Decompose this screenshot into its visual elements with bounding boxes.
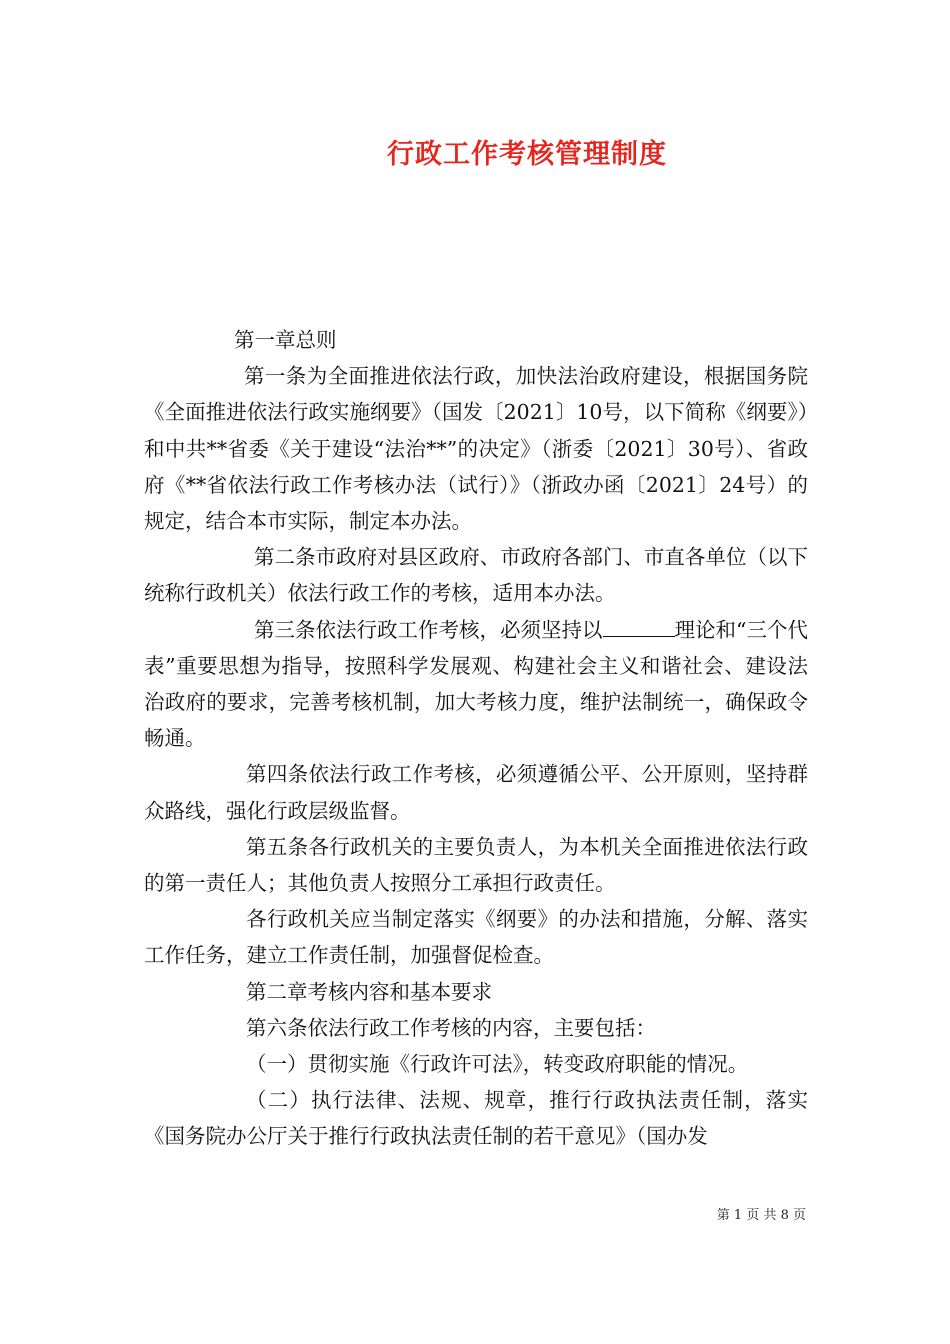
document-body	[144, 322, 808, 1155]
page-title: 行政工作考核管理制度	[387, 139, 667, 170]
article-paragraph: 第六条依法行政工作考核的内容，主要包括：	[246, 1015, 656, 1040]
article-paragraph: 第二条市政府对县区政府、市政府各部门、市直各单位（以下统称行政机关）依法行政工作的考核，适用本办法。	[144, 545, 808, 606]
chapter-heading: 第二章考核内容和基本要求	[246, 979, 492, 1004]
blank-underline	[603, 618, 675, 637]
page-number: 第 1 页 共 8 页	[716, 1208, 806, 1223]
article-paragraph: 第四条依法行政工作考核，必须遵循公平、公开原则，坚持群众路线，强化行政层级监督。	[144, 762, 808, 823]
article-paragraph: 各行政机关应当制定落实《纲要》的办法和措施，分解、落实工作任务，建立工作责任制，加强督促检查。	[144, 907, 808, 968]
article-paragraph: 第五条各行政机关的主要负责人，为本机关全面推进依法行政的第一责任人；其他负责人按照分工承担行政责任。	[144, 834, 808, 896]
list-item: （一）贯彻实施《行政许可法》，转变政府职能的情况。	[246, 1052, 749, 1077]
article-text: 第三条依法行政工作考核，必须坚持以	[254, 617, 603, 642]
article-paragraph	[144, 612, 808, 757]
chapter-heading: 第一章总则	[234, 328, 337, 352]
list-item: （二）执行法律、法规、规章，推行行政执法责任制，落实《国务院办公厅关于推行行政执法责任制的若干意见》（国办发	[144, 1088, 808, 1149]
article-paragraph: 第一条为全面推进依法行政，加快法治政府建设，根据国务院《全面推进依法行政实施纲要》（国发〔2021〕10号，以下简称《纲要》）和中共**省委《关于建设“法治**”的决定》（浙委〔2021〕30号）、省政府《**省依法行政工作考核办法（试行）》（浙政办函〔2021〕24号）的规定，结合本市实际，制定本办法。	[144, 364, 808, 534]
article-text: 理论和“三个代表”重要思想为指导，按照科学发展观、构建社会主义和谐社会、建设法治政府的要求，完善考核机制，加大考核力度，维护法制统一，确保政令畅通。	[144, 617, 809, 751]
